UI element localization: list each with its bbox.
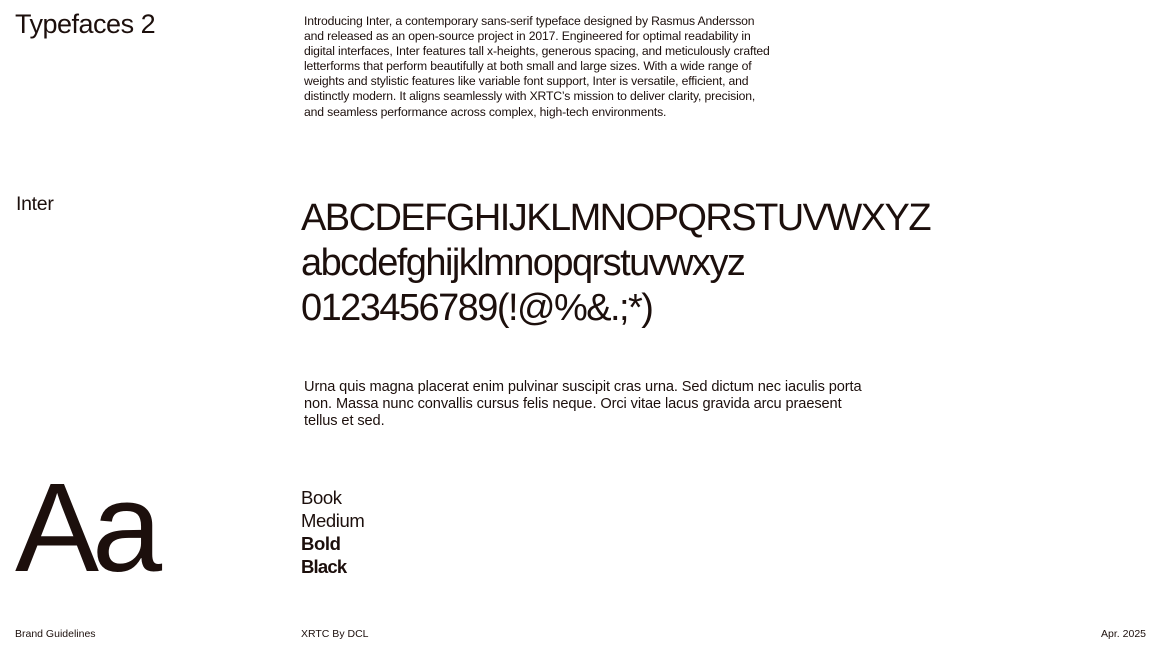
footer-brand-guidelines: Brand Guidelines bbox=[15, 628, 96, 640]
numerals-specimen: 0123456789(!@%&.;*) bbox=[301, 287, 653, 329]
aa-glyph: Aa bbox=[15, 457, 156, 598]
weight-bold: Bold bbox=[301, 533, 341, 554]
weight-black: Black bbox=[301, 556, 347, 577]
weight-list bbox=[301, 486, 364, 578]
typeface-name: Inter bbox=[16, 193, 54, 215]
page-title: Typefaces 2 bbox=[15, 9, 156, 39]
lowercase-specimen: abcdefghijklmnopqrstuvwxyz bbox=[301, 242, 745, 284]
weight-medium: Medium bbox=[301, 510, 365, 531]
sample-paragraph: Urna quis magna placerat enim pulvinar suscipit cras urna. Sed dictum nec iaculis porta non. Massa nunc convallis cursus felis neque. Orci vitae lacus gravida arcu praesent tellus et sed. bbox=[304, 379, 862, 430]
character-specimen bbox=[301, 196, 930, 331]
footer-company: XRTC By DCL bbox=[301, 628, 369, 640]
weight-book: Book bbox=[301, 487, 342, 508]
footer-date: Apr. 2025 bbox=[1101, 628, 1146, 640]
uppercase-specimen: ABCDEFGHIJKLMNOPQRSTUVWXYZ bbox=[301, 197, 930, 239]
intro-paragraph: Introducing Inter, a contemporary sans-serif typeface designed by Rasmus Andersson and released as an open-source project in 2017. Engineered for optimal readability in digital interfaces, Inter features tall x-heights, generous spacing, and meticulously crafted letterforms that perform beautifully at both small and large sizes. With a wide range of weights and stylistic features like variable font support, Inter is versatile, efficient, and distinctly modern. It aligns seamlessly with XRTC’s mission to deliver clarity, precision, and seamless performance across complex, high-tech environments. bbox=[304, 14, 770, 119]
